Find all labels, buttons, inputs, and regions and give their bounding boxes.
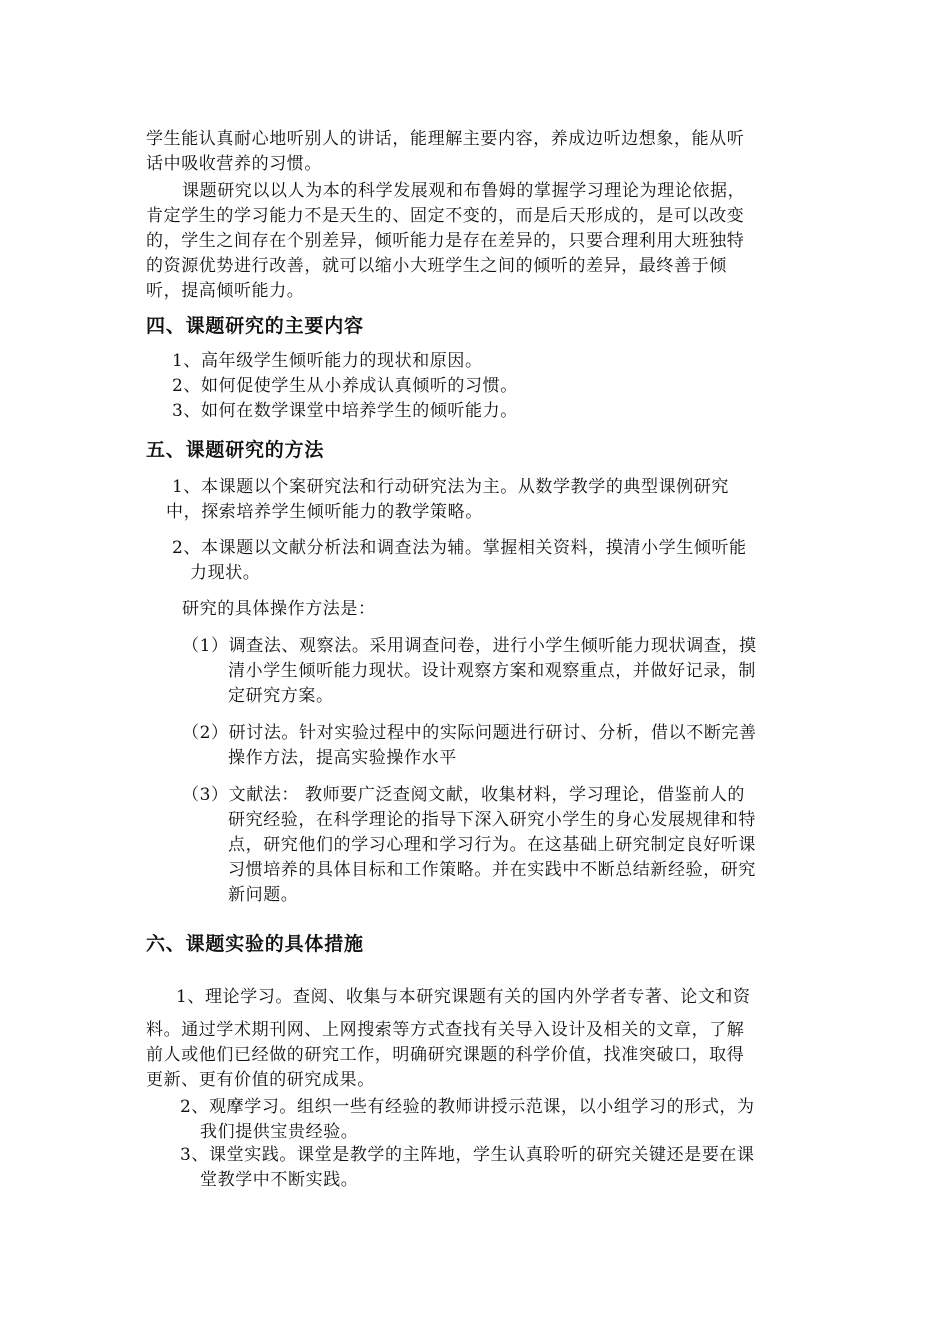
intro-line: 话中吸收营养的习惯。	[146, 154, 322, 174]
paragraph-line: 的资源优势进行改善，就可以缩小大班学生之间的倾听的差异，最终善于倾	[146, 256, 727, 276]
paragraph-line: 肯定学生的学习能力不是天生的、固定不变的，而是后天形成的，是可以改变	[146, 206, 745, 226]
method-item: 研究经验，在科学理论的指导下深入研究小学生的身心发展规律和特	[228, 810, 756, 830]
list-item: 力现状。	[190, 563, 261, 583]
method-item: （3）文献法： 教师要广泛查阅文献，收集材料，学习理论，借鉴前人的	[182, 785, 746, 805]
list-item: 2、本课题以文献分析法和调查法为辅。掌握相关资料，摸清小学生倾听能	[172, 538, 747, 558]
list-item: 料。通过学术期刊网、上网搜索等方式查找有关导入设计及相关的文章，了解	[146, 1020, 745, 1040]
list-item: 堂教学中不断实践。	[200, 1170, 359, 1190]
method-item: （2）研讨法。针对实验过程中的实际问题进行研讨、分析，借以不断完善	[182, 723, 757, 743]
list-item: 3、如何在数学课堂中培养学生的倾听能力。	[172, 401, 518, 421]
list-item: 我们提供宝贵经验。	[200, 1122, 359, 1142]
method-item: 点，研究他们的学习心理和学习行为。在这基础上研究制定良好听课	[228, 835, 756, 855]
list-item: 前人或他们已经做的研究工作，明确研究课题的科学价值，找准突破口，取得	[146, 1045, 745, 1065]
section-heading: 六、课题实验的具体措施	[146, 933, 364, 955]
method-item: 清小学生倾听能力现状。设计观察方案和观察重点，并做好记录，制	[228, 661, 756, 681]
list-item: 1、高年级学生倾听能力的现状和原因。	[172, 351, 483, 371]
method-item: （1）调查法、观察法。采用调查问卷，进行小学生倾听能力现状调查，摸	[182, 636, 757, 656]
paragraph-line: 课题研究以以人为本的科学发展观和布鲁姆的掌握学习理论为理论依据，	[182, 181, 746, 201]
paragraph-line: 的，学生之间存在个别差异，倾听能力是存在差异的，只要合理利用大班独特	[146, 231, 745, 251]
list-item: 2、如何促使学生从小养成认真倾听的习惯。	[172, 376, 518, 396]
list-item: 3、课堂实践。课堂是教学的主阵地，学生认真聆听的研究关键还是要在课	[180, 1145, 755, 1165]
section-heading: 五、课题研究的方法	[146, 439, 325, 461]
section-heading: 四、课题研究的主要内容	[146, 315, 364, 337]
methods-intro: 研究的具体操作方法是：	[182, 599, 376, 619]
intro-line: 学生能认真耐心地听别人的讲话，能理解主要内容，养成边听边想象，能从听	[146, 129, 745, 149]
list-item: 更新、更有价值的研究成果。	[146, 1070, 375, 1090]
method-item: 新问题。	[228, 885, 299, 905]
list-item: 1、理论学习。查阅、收集与本研究课题有关的国内外学者专著、论文和资	[176, 987, 751, 1007]
list-item: 中，探索培养学生倾听能力的教学策略。	[166, 502, 483, 522]
method-item: 操作方法，提高实验操作水平	[228, 748, 457, 768]
paragraph-line: 听，提高倾听能力。	[146, 281, 305, 301]
list-item: 1、本课题以个案研究法和行动研究法为主。从数学教学的典型课例研究	[172, 477, 730, 497]
method-item: 定研究方案。	[228, 686, 334, 706]
list-item: 2、观摩学习。组织一些有经验的教师讲授示范课，以小组学习的形式，为	[180, 1097, 755, 1117]
method-item: 习惯培养的具体目标和工作策略。并在实践中不断总结新经验，研究	[228, 860, 756, 880]
